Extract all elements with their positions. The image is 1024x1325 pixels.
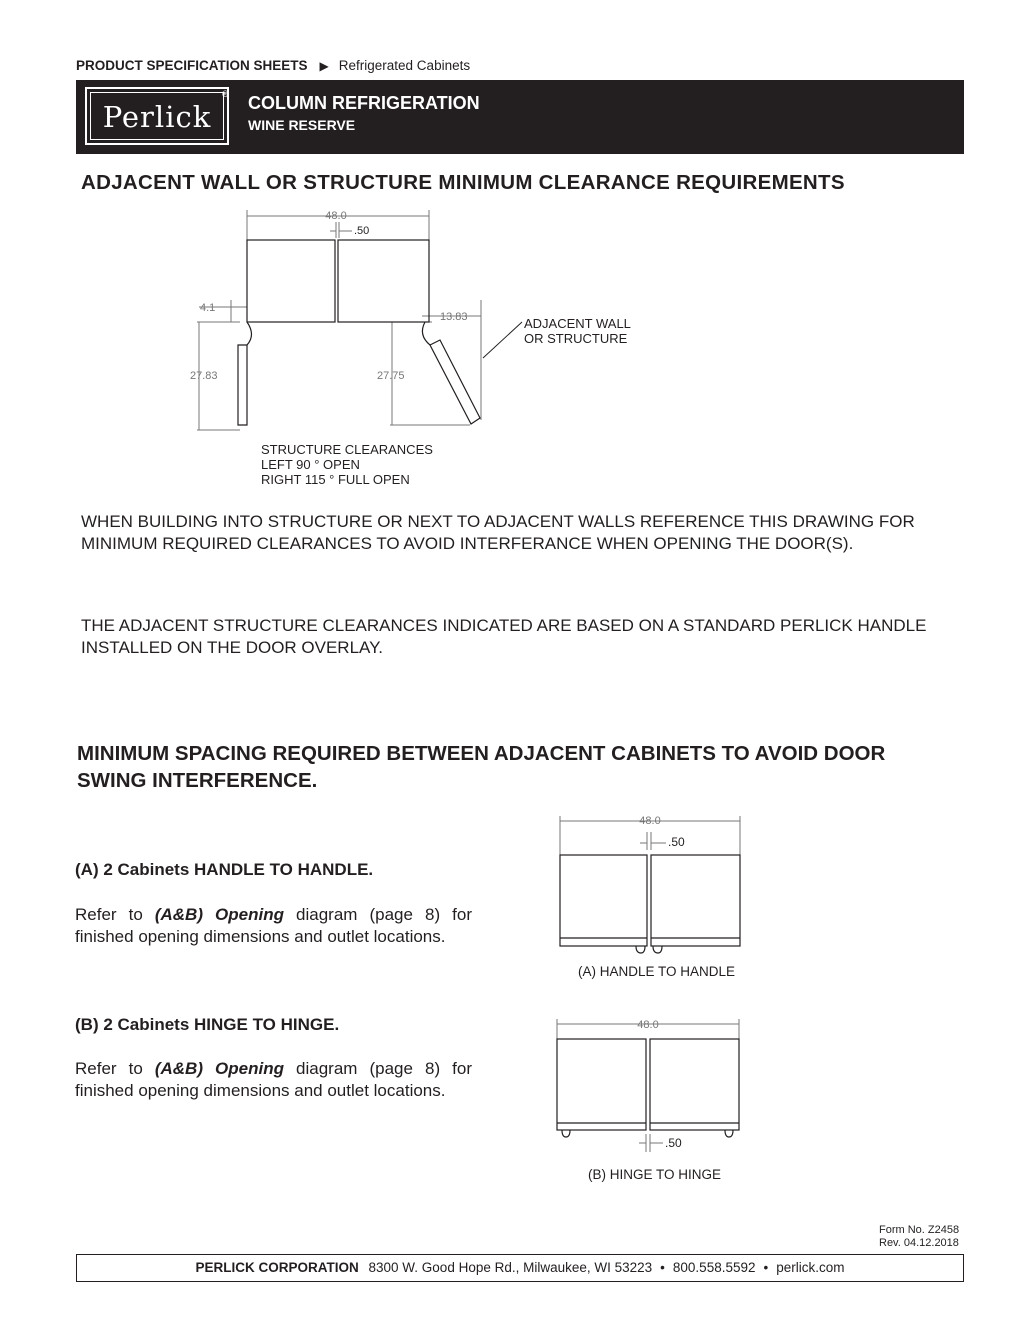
- cabinet-a-text-pre: Refer to: [75, 905, 155, 924]
- form-number: Form No. Z2458: [879, 1224, 960, 1236]
- cabinet-b-text-bold: (A&B) Opening: [154, 1059, 284, 1078]
- cabinet-a-gap: .50: [668, 835, 685, 849]
- cabinet-b-title: (B) 2 Cabinets HINGE TO HINGE.: [75, 1015, 340, 1034]
- clearance-note-1: STRUCTURE CLEARANCES: [261, 442, 433, 457]
- cabinet-b-text-post: diagram (page 8) for finished opening dimensions and outlet locations.: [75, 1059, 472, 1100]
- footer-phone: 800.558.5592: [672, 1260, 756, 1275]
- clearance-note-2: LEFT 90 ° OPEN: [261, 457, 360, 472]
- breadcrumb-arrow-icon: ▶: [319, 59, 329, 73]
- clearance-note-3: RIGHT 115 ° FULL OPEN: [261, 472, 410, 487]
- registered-mark: ®: [222, 89, 229, 99]
- cabinet-a-text-bold: (A&B) Opening: [154, 905, 284, 924]
- cabinet-a-width: 48.0: [639, 815, 661, 827]
- form-info: [879, 1224, 959, 1250]
- dim-left-offset: 4.1: [200, 302, 216, 314]
- footer-address: 8300 W. Good Hope Rd., Milwaukee, WI 53223: [368, 1260, 653, 1275]
- wall-label-line1: ADJACENT WALL: [524, 316, 631, 331]
- footer-company: PERLICK CORPORATION: [195, 1260, 359, 1275]
- cabinet-b-caption: (B) HINGE TO HINGE: [588, 1167, 722, 1182]
- footer-website: perlick.com: [776, 1260, 845, 1275]
- perlick-logo: [85, 87, 229, 145]
- breadcrumb-section: PRODUCT SPECIFICATION SHEETS: [76, 58, 308, 73]
- paragraph-handle: THE ADJACENT STRUCTURE CLEARANCES INDICATED ARE BASED ON A STANDARD PERLICK HANDLE INSTALLED ON THE DOOR OVERLAY.: [81, 616, 927, 657]
- paragraph-clearance: WHEN BUILDING INTO STRUCTURE OR NEXT TO ADJACENT WALLS REFERENCE THIS DRAWING FOR MINIMUM REQUIRED CLEARANCES TO AVOID INTERFERANCE WHEN OPENING THE DOOR(S).: [81, 512, 915, 553]
- dim-width: 48.0: [325, 210, 347, 222]
- cabinet-b-width: 48.0: [637, 1019, 659, 1031]
- breadcrumb-page: Refrigerated Cabinets: [338, 58, 471, 73]
- section1-heading: ADJACENT WALL OR STRUCTURE MINIMUM CLEARANCE REQUIREMENTS: [81, 171, 845, 194]
- banner-subtitle: WINE RESERVE: [248, 117, 356, 133]
- cabinet-a-caption: (A) HANDLE TO HANDLE: [578, 964, 736, 979]
- dim-right-offset: 13.83: [440, 311, 468, 323]
- banner-title: COLUMN REFRIGERATION: [248, 93, 480, 113]
- cabinet-a-text: [75, 904, 472, 948]
- logo-text: Perlick: [90, 92, 224, 140]
- footer-separator: •: [763, 1260, 769, 1275]
- cabinet-b-diagram: [548, 1014, 748, 1189]
- cabinet-b-gap: .50: [665, 1136, 682, 1150]
- wall-label-line2: OR STRUCTURE: [524, 331, 628, 346]
- dim-gap: .50: [354, 225, 370, 237]
- cabinet-a-diagram: [550, 810, 750, 985]
- dim-right-depth: 27.75: [377, 370, 405, 382]
- clearance-diagram: [180, 205, 660, 500]
- form-revision: Rev. 04.12.2018: [879, 1237, 959, 1249]
- cabinet-a-text-post: diagram (page 8) for finished opening dimensions and outlet locations.: [75, 905, 472, 946]
- footer-separator: •: [660, 1260, 665, 1275]
- dim-left-depth: 27.83: [190, 370, 218, 382]
- cabinet-a-title: (A) 2 Cabinets HANDLE TO HANDLE.: [75, 860, 374, 879]
- wall-leader-line: [483, 322, 522, 358]
- dimension-lines: [197, 210, 481, 430]
- cabinet-b-text: [75, 1058, 472, 1102]
- footer: [76, 1254, 964, 1282]
- breadcrumb: [76, 58, 470, 73]
- cabinet-outline: [238, 240, 480, 425]
- section2-heading: MINIMUM SPACING REQUIRED BETWEEN ADJACENT CABINETS TO AVOID DOOR SWING INTERFERENCE.: [77, 742, 886, 792]
- cabinet-b-text-pre: Refer to: [75, 1059, 155, 1078]
- header-banner: [76, 80, 964, 154]
